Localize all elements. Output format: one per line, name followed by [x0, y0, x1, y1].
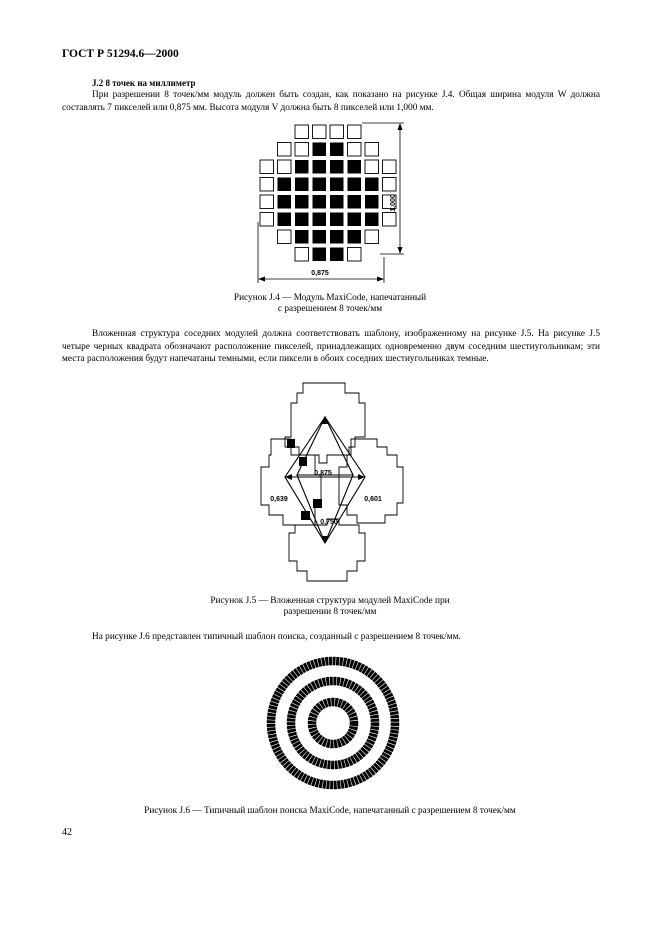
- dark-pixel: [313, 160, 327, 174]
- light-pixel: [295, 125, 309, 139]
- light-pixel: [260, 178, 274, 192]
- light-pixel: [348, 248, 362, 262]
- paragraph-2: Вложенная структура соседних модулей должна соответствовать шаблону, изображенному на рисунке J.5. На рисунке J.5 четыре черных квадрата обозначают расположение пикселей, принадлежащих одновременно двум соседним шестиугольникам; эти места расположения будут напечатаны темными, если пиксели в обоих соседних шестиугольниках темные.: [62, 329, 600, 365]
- dark-pixel: [348, 195, 362, 209]
- module-pixel-grid: [260, 125, 396, 261]
- light-pixel: [330, 125, 344, 139]
- light-pixel: [278, 230, 292, 244]
- light-pixel: [313, 125, 327, 139]
- dark-pixel: [295, 160, 309, 174]
- dark-pixel: [313, 230, 327, 244]
- hexagon-bottom: [289, 519, 365, 581]
- light-pixel: [348, 125, 362, 139]
- dark-pixel: [278, 195, 292, 209]
- caption-line: Рисунок J.4 — Модуль MaxiCode, напечатанный: [233, 293, 427, 303]
- light-pixel: [348, 143, 362, 157]
- dark-pixel: [365, 213, 379, 227]
- shared-pixels: [287, 439, 322, 520]
- light-pixel: [260, 195, 274, 209]
- paragraph-3: На рисунке J.6 представлен типичный шаблон поиска, созданный с разрешением 8 точек/мм.: [92, 632, 461, 642]
- dark-pixel: [330, 213, 344, 227]
- label-bottom: 0,750: [320, 519, 338, 526]
- caption-line: Рисунок J.5 — Вложенная структура модулей MaxiCode при: [210, 596, 450, 606]
- dark-pixel: [330, 230, 344, 244]
- height-label: 1,000: [390, 194, 397, 212]
- dark-pixel: [295, 178, 309, 192]
- dark-pixel: [348, 178, 362, 192]
- light-pixel: [383, 178, 397, 192]
- light-pixel: [365, 160, 379, 174]
- figure-j6-finder-pattern: [263, 653, 403, 793]
- dark-pixel: [313, 143, 327, 157]
- dark-pixel: [348, 160, 362, 174]
- light-pixel: [260, 160, 274, 174]
- light-pixel: [295, 248, 309, 262]
- light-pixel: [383, 160, 397, 174]
- light-pixel: [260, 213, 274, 227]
- dark-pixel: [330, 160, 344, 174]
- figure-j4-module: [252, 117, 422, 289]
- figure-j5-nesting: [255, 375, 409, 587]
- dark-pixel: [330, 178, 344, 192]
- light-pixel: [278, 143, 292, 157]
- light-pixel: [278, 160, 292, 174]
- width-label: 0,875: [311, 270, 329, 277]
- figure-j6-caption: Рисунок J.6 — Типичный шаблон поиска MaxiCode, напечатанный с разрешением 8 точек/мм: [144, 806, 516, 816]
- dark-pixel: [278, 213, 292, 227]
- dark-pixel: [348, 230, 362, 244]
- dark-pixel: [365, 195, 379, 209]
- dark-pixel: [295, 213, 309, 227]
- page-number: 42: [62, 827, 72, 838]
- figure-j5-caption: [150, 596, 510, 618]
- caption-line: разрешении 8 точек/мм: [283, 607, 377, 617]
- dark-pixel: [313, 248, 327, 262]
- light-pixel: [365, 143, 379, 157]
- dark-pixel: [278, 178, 292, 192]
- light-pixel: [295, 143, 309, 157]
- dark-pixel: [313, 178, 327, 192]
- figure-j4-caption: [180, 293, 480, 315]
- dark-pixel: [330, 248, 344, 262]
- section-title: J.2 8 точек на миллиметр: [92, 78, 196, 88]
- finder-ring-middle: [291, 681, 375, 765]
- dark-pixel: [313, 195, 327, 209]
- caption-line: с разрешением 8 точек/мм: [277, 304, 383, 314]
- dark-pixel: [295, 230, 309, 244]
- label-right: 0,601: [364, 496, 382, 503]
- shared-pixel: [287, 439, 295, 448]
- finder-ring-inner: [312, 702, 354, 744]
- light-pixel: [383, 213, 397, 227]
- dark-pixel: [313, 213, 327, 227]
- shared-pixel: [313, 499, 322, 508]
- paragraph-1: При разрешении 8 точек/мм модуль должен быть создан, как показано на рисунке J.4. Общая ширина модуля W должна составлять 7 пикселей или 0,875 мм. Высота модуля V должна быть 8 пикселей или 1,000 мм.: [62, 90, 600, 113]
- dark-pixel: [365, 178, 379, 192]
- label-top: 0,875: [314, 470, 332, 477]
- light-pixel: [365, 230, 379, 244]
- dark-pixel: [330, 143, 344, 157]
- document-header: ГОСТ Р 51294.6—2000: [62, 48, 179, 60]
- dark-pixel: [330, 195, 344, 209]
- label-left: 0,639: [270, 496, 288, 503]
- dark-pixel: [348, 213, 362, 227]
- dark-pixel: [295, 195, 309, 209]
